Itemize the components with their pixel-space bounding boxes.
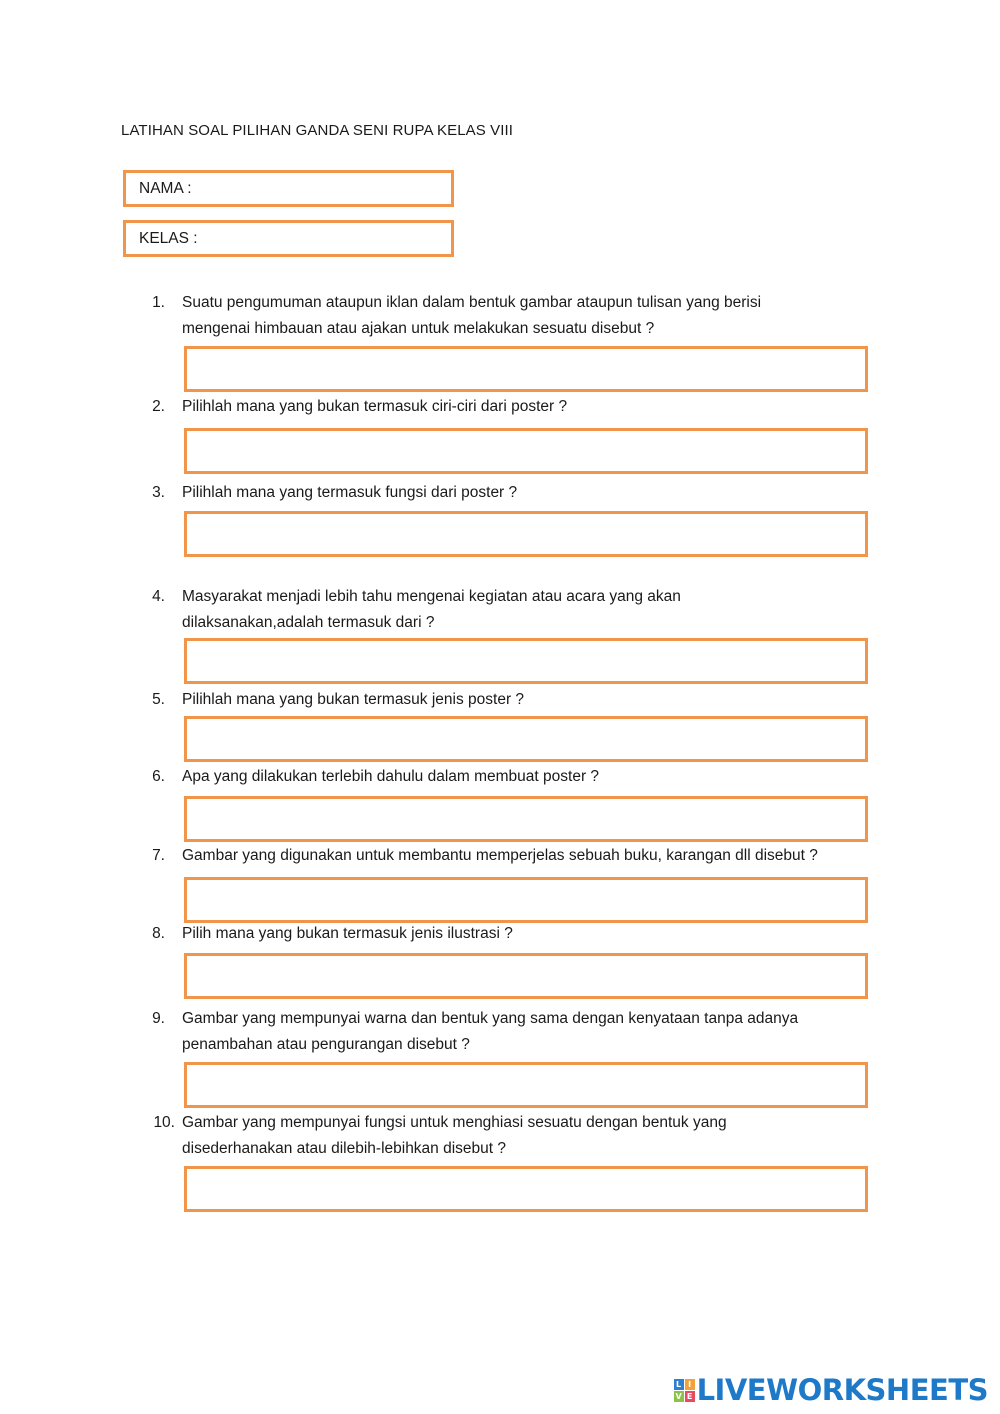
answer-box-6[interactable]: [184, 796, 868, 842]
question-text: [182, 1006, 882, 1058]
answer-box-2[interactable]: [184, 428, 868, 474]
answer-input-7[interactable]: [187, 880, 865, 920]
question-line: Pilih mana yang bukan termasuk jenis ilustrasi ?: [182, 925, 513, 942]
answer-input-2[interactable]: [187, 431, 865, 471]
question-text: [182, 1110, 882, 1162]
question-number: 5.: [152, 691, 165, 708]
logo-square-i: I: [685, 1379, 695, 1390]
nama-label: NAMA :: [139, 180, 192, 197]
kelas-input[interactable]: [204, 229, 408, 248]
answer-box-9[interactable]: [184, 1062, 868, 1108]
answer-box-8[interactable]: [184, 953, 868, 999]
question-text: [182, 921, 882, 947]
answer-input-3[interactable]: [187, 514, 865, 554]
nama-input[interactable]: [198, 179, 402, 198]
answer-box-3[interactable]: [184, 511, 868, 557]
answer-box-4[interactable]: [184, 638, 868, 684]
question-number: 1.: [152, 294, 165, 311]
logo-square-v: V: [675, 1391, 682, 1401]
page-title: LATIHAN SOAL PILIHAN GANDA SENI RUPA KELAS VIII: [121, 122, 514, 139]
nama-field[interactable]: [123, 170, 454, 207]
answer-box-5[interactable]: [184, 716, 868, 762]
question-line: Gambar yang mempunyai warna dan bentuk yang sama dengan kenyataan tanpa adanya: [182, 1010, 799, 1027]
liveworksheets-logo: [674, 1374, 988, 1406]
answer-input-5[interactable]: [187, 719, 865, 759]
question-line: mengenai himbauan atau ajakan untuk melakukan sesuatu disebut ?: [182, 320, 655, 337]
answer-input-8[interactable]: [187, 956, 865, 996]
question-text: [182, 843, 902, 869]
answer-box-10[interactable]: [184, 1166, 868, 1212]
question-line: Pilihlah mana yang bukan termasuk jenis poster ?: [182, 691, 525, 708]
kelas-label: KELAS :: [139, 230, 198, 247]
question-text: [182, 394, 882, 420]
question-number: 4.: [152, 588, 165, 605]
question-line: Suatu pengumuman ataupun iklan dalam bentuk gambar ataupun tulisan yang berisi: [182, 294, 762, 311]
answer-box-1[interactable]: [184, 346, 868, 392]
answer-input-9[interactable]: [187, 1065, 865, 1105]
question-text: [182, 584, 882, 636]
answer-input-1[interactable]: [187, 349, 865, 389]
question-line: Pilihlah mana yang termasuk fungsi dari poster ?: [182, 484, 518, 501]
answer-input-4[interactable]: [187, 641, 865, 681]
question-text: [182, 687, 882, 713]
question-line: Gambar yang digunakan untuk membantu memperjelas sebuah buku, karangan dll disebut ?: [182, 847, 818, 864]
question-line: Masyarakat menjadi lebih tahu mengenai kegiatan atau acara yang akan: [182, 588, 681, 605]
logo-square-e: E: [685, 1391, 695, 1402]
question-text: [182, 480, 882, 506]
logo-square-l: L: [674, 1379, 684, 1390]
question-line: penambahan atau pengurangan disebut ?: [182, 1036, 470, 1053]
question-line: disederhanakan atau dilebih-lebihkan disebut ?: [182, 1140, 507, 1157]
question-line: dilaksanakan,adalah termasuk dari ?: [182, 614, 435, 631]
question-text: [182, 764, 882, 790]
question-number: 10.: [153, 1114, 175, 1131]
logo-mark-icon: [674, 1379, 695, 1402]
answer-input-6[interactable]: [187, 799, 865, 839]
question-text: [182, 290, 882, 342]
logo-text: LIVEWORKSHEETS: [696, 1373, 988, 1407]
question-number: 2.: [152, 398, 165, 415]
question-line: Pilihlah mana yang bukan termasuk ciri-ciri dari poster ?: [182, 398, 568, 415]
question-number: 8.: [152, 925, 165, 942]
answer-input-10[interactable]: [187, 1169, 865, 1209]
question-number: 6.: [152, 768, 165, 785]
question-number: 9.: [152, 1010, 165, 1027]
answer-box-7[interactable]: [184, 877, 868, 923]
question-line: Apa yang dilakukan terlebih dahulu dalam membuat poster ?: [182, 768, 600, 785]
question-number: 7.: [152, 847, 165, 864]
question-number: 3.: [152, 484, 165, 501]
question-line: Gambar yang mempunyai fungsi untuk menghiasi sesuatu dengan bentuk yang: [182, 1114, 727, 1131]
kelas-field[interactable]: [123, 220, 454, 257]
